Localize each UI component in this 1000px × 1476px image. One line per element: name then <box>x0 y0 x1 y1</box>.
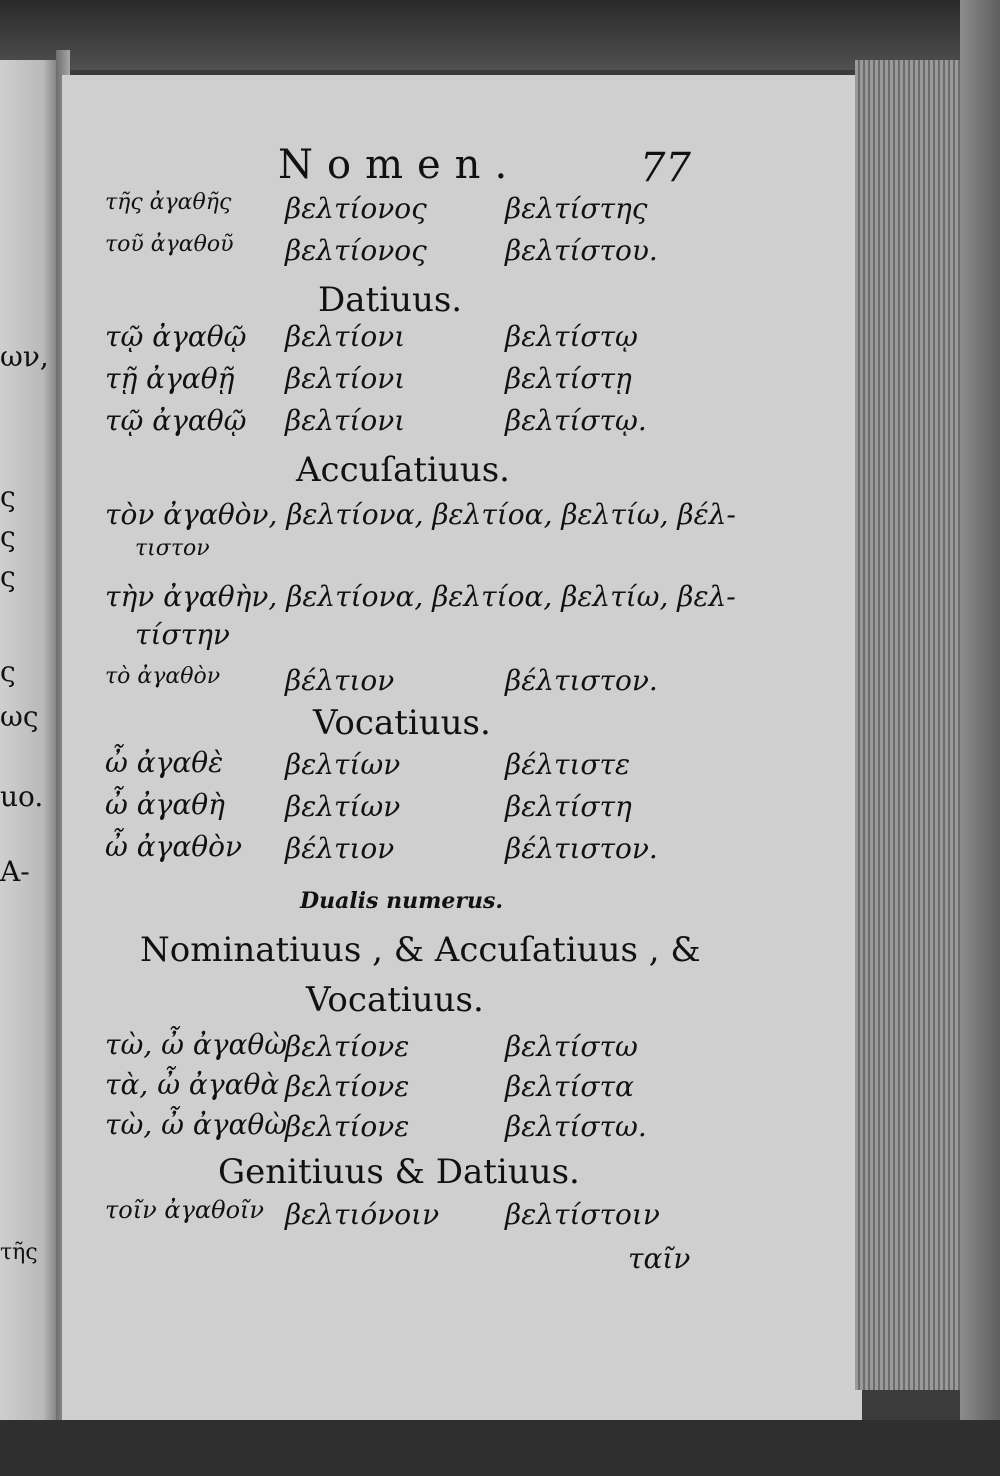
text-line: τίστην <box>135 618 230 651</box>
book-cover-top <box>0 0 1000 70</box>
table-cell: βελτίστω. <box>505 1110 647 1143</box>
table-cell: βελτίστου. <box>505 234 658 267</box>
section-heading: Accuſatiuus. <box>296 450 510 490</box>
table-cell: βελτίστῳ <box>505 320 638 353</box>
table-cell: βελτίονε <box>285 1110 410 1143</box>
table-cell: τὰ, ὦ ἀγαθὰ <box>105 1068 280 1101</box>
book-cover-right <box>960 0 1000 1476</box>
table-cell: βέλτιον <box>285 832 395 865</box>
text-line: τιστον <box>135 536 210 561</box>
table-cell: βελτίονι <box>285 362 406 395</box>
left-fragment: ως <box>0 700 39 733</box>
table-cell: τὼ, ὦ ἀγαθὼ <box>105 1028 288 1061</box>
left-fragment: uo. <box>0 780 44 813</box>
table-cell: τῆς ἀγαθῆς <box>105 190 232 215</box>
table-cell: βέλτιον <box>285 664 395 697</box>
text-line: τὸν ἀγαθὸν, βελτίονα, βελτίοα, βελτίω, βέλ- <box>105 498 736 531</box>
table-cell: βελτίονος <box>285 192 427 225</box>
left-fragment: Α- <box>0 855 30 888</box>
text-line: τὴν ἀγαθὴν, βελτίονα, βελτίοα, βελτίω, βελ- <box>105 580 736 613</box>
left-page-edge <box>0 60 62 1420</box>
table-cell: ὦ ἀγαθὸν <box>105 830 243 863</box>
page-edges <box>855 60 965 1390</box>
table-cell: βελτίστῳ. <box>505 404 647 437</box>
left-fragment: ς <box>0 480 16 513</box>
table-cell: βελτίων <box>285 790 401 823</box>
section-heading: Nominatiuus , & Accuſatiuus , & <box>140 930 701 970</box>
section-heading: Vocatiuus. <box>306 980 484 1020</box>
left-fragment: ων, <box>0 340 49 373</box>
table-cell: βελτίων <box>285 748 401 781</box>
table-cell: βελτίστω <box>505 1030 638 1063</box>
section-heading: Vocatiuus. <box>313 703 491 743</box>
left-fragment: ς <box>0 520 16 553</box>
table-cell: βέλτιστον. <box>505 664 658 697</box>
table-cell: βελτίονι <box>285 404 406 437</box>
running-head: Nomen. <box>278 142 522 188</box>
table-cell: τὸ ἀγαθὸν <box>105 664 221 689</box>
table-cell: τοῖν ἀγαθοῖν <box>105 1196 265 1224</box>
catchword: ταῖν <box>628 1242 691 1275</box>
table-cell: βέλτιστε <box>505 748 631 781</box>
table-cell: βελτίονε <box>285 1070 410 1103</box>
section-heading: Genitiuus & Datiuus. <box>218 1152 580 1192</box>
table-cell: βέλτιστον. <box>505 832 658 865</box>
table-cell: βελτίστα <box>505 1070 634 1103</box>
table-cell: ὦ ἀγαθὴ <box>105 788 225 821</box>
book-bottom <box>0 1420 1000 1476</box>
table-cell: βελτιόνοιν <box>285 1198 440 1231</box>
table-cell: βελτίονι <box>285 320 406 353</box>
table-cell: τοῦ ἀγαθοῦ <box>105 232 234 257</box>
table-cell: τῇ ἀγαθῇ <box>105 362 235 395</box>
left-fragment: ς <box>0 560 16 593</box>
page-number: 77 <box>640 145 691 191</box>
table-cell: βελτίονος <box>285 234 427 267</box>
table-cell: βελτίονε <box>285 1030 410 1063</box>
table-cell: βελτίστοιν <box>505 1198 660 1231</box>
table-cell: βελτίστη <box>505 790 632 823</box>
table-cell: τὼ, ὦ ἀγαθὼ <box>105 1108 288 1141</box>
section-heading: Datiuus. <box>318 280 463 320</box>
table-cell: ὦ ἀγαθὲ <box>105 746 224 779</box>
table-cell: βελτίστης <box>505 192 648 225</box>
left-fragment: τῆς <box>0 1240 38 1265</box>
table-cell: βελτίστῃ <box>505 362 632 395</box>
subheading: Dualis numerus. <box>300 888 503 914</box>
left-fragment: ς <box>0 655 16 688</box>
table-cell: τῷ ἀγαθῷ <box>105 320 247 353</box>
table-cell: τῷ ἀγαθῷ <box>105 404 247 437</box>
